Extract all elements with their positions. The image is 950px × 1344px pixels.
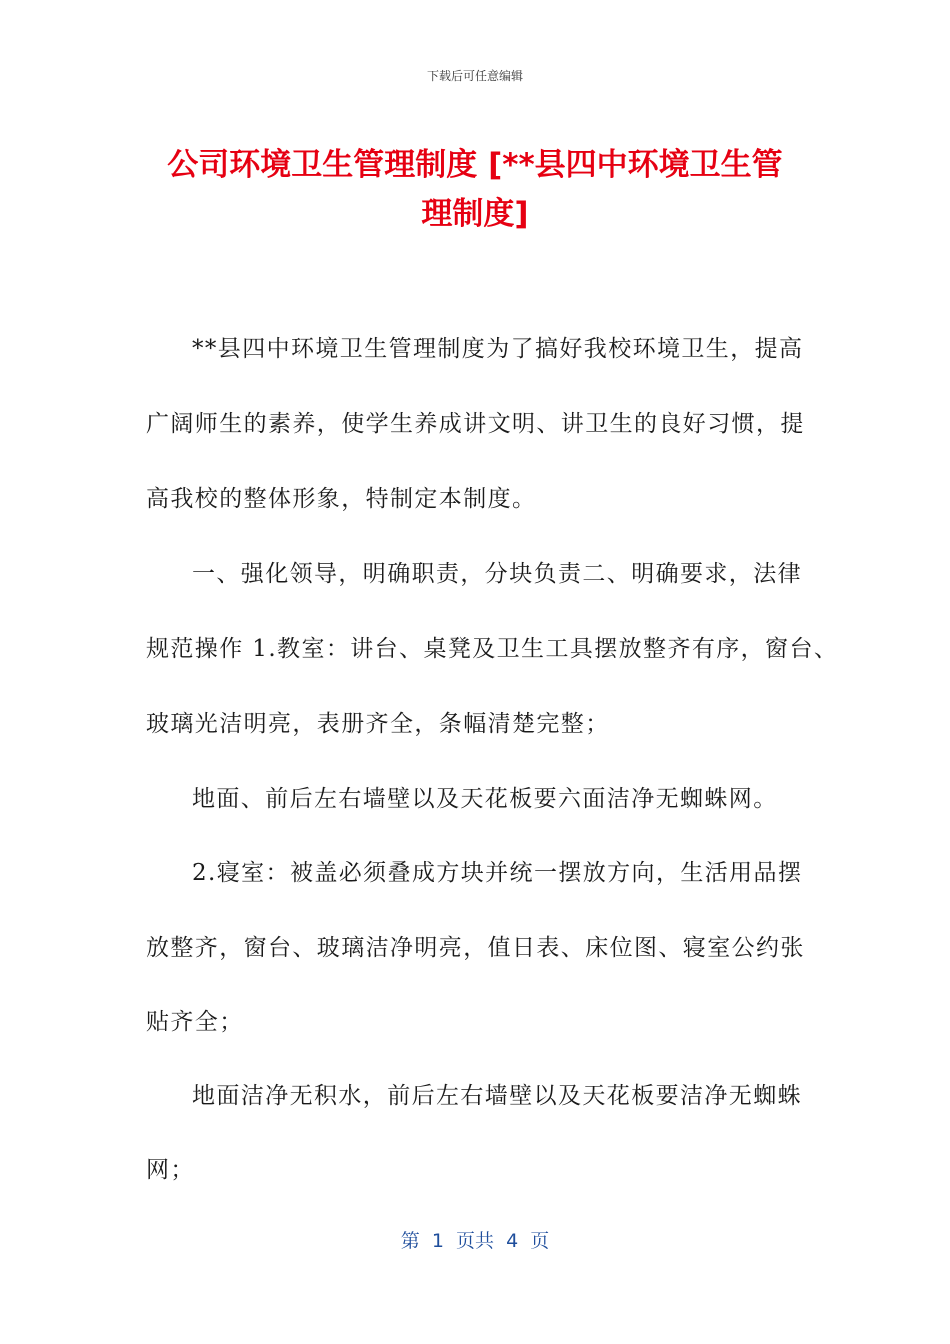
body-line-12: 网；: [146, 1157, 195, 1183]
title-line-2: 理制度]: [421, 196, 529, 232]
body-line-11: 地面洁净无积水，前后左右墙壁以及天花板要洁净无蜘蛛: [192, 1083, 802, 1109]
page-number-footer: 第 1 页共 4 页: [400, 1230, 550, 1252]
body-line-3: 高我校的整体形象，特制定本制度。: [146, 486, 537, 512]
document-title: [120, 141, 830, 239]
body-line-8: 2.寝室：被盖必须叠成方块并统一摆放方向，生活用品摆: [192, 860, 803, 886]
body-line-9: 放整齐，窗台、玻璃洁净明亮，值日表、床位图、寝室公约张: [146, 935, 805, 961]
body-line-10: 贴齐全；: [146, 1009, 244, 1035]
body-line-2: 广阔师生的素养，使学生养成讲文明、讲卫生的良好习惯，提: [146, 411, 805, 437]
body-line-5: 规范操作 1.教室：讲台、桌凳及卫生工具摆放整齐有序，窗台、: [146, 636, 839, 662]
header-note: 下载后可任意编辑: [426, 69, 523, 83]
body-line-6: 玻璃光洁明亮，表册齐全，条幅清楚完整；: [146, 711, 610, 737]
body-line-4: 一、强化领导，明确职责，分块负责二、明确要求，法律: [192, 561, 802, 587]
title-line-1: 公司环境卫生管理制度 [**县四中环境卫生管: [167, 147, 783, 183]
body-line-7: 地面、前后左右墙壁以及天花板要六面洁净无蜘蛛网。: [192, 786, 778, 812]
body-line-1: **县四中环境卫生管理制度为了搞好我校环境卫生，提高: [192, 336, 804, 362]
